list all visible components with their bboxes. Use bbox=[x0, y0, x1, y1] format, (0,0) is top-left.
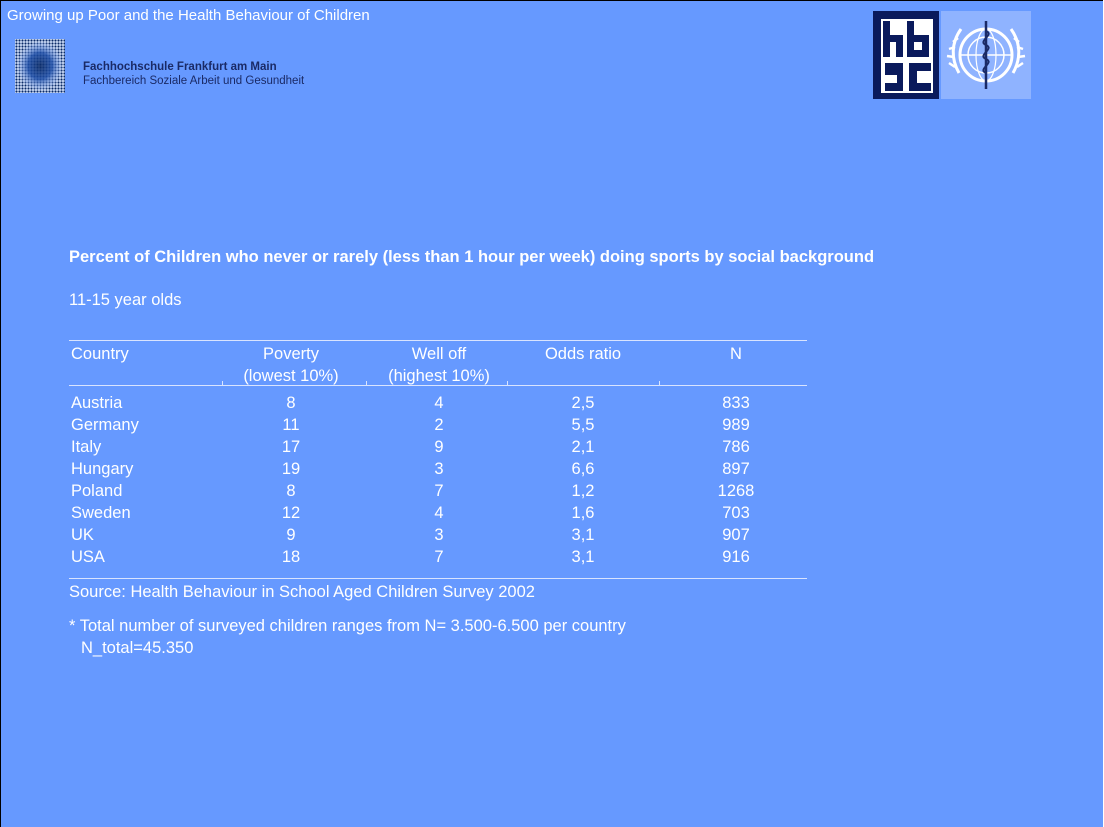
cell-poverty: 9 bbox=[286, 526, 296, 544]
cell-well-off: 4 bbox=[434, 504, 444, 522]
column-header-well-off bbox=[371, 343, 507, 387]
cell-n: 703 bbox=[722, 504, 750, 522]
cell-odds-ratio: 1,2 bbox=[571, 482, 595, 500]
table-top-rule bbox=[69, 340, 807, 341]
column-header-poverty bbox=[227, 343, 355, 387]
cell-odds-ratio: 2,5 bbox=[571, 394, 595, 412]
header-divider-tick bbox=[507, 381, 508, 386]
cell-odds-ratio: 5,5 bbox=[571, 416, 595, 434]
cell-n: 916 bbox=[722, 548, 750, 566]
cell-n: 989 bbox=[722, 416, 750, 434]
cell-country: Germany bbox=[71, 416, 139, 434]
table-bottom-rule bbox=[69, 578, 807, 579]
cell-well-off: 3 bbox=[434, 526, 444, 544]
cell-n: 786 bbox=[722, 438, 750, 456]
column-header-odds-ratio bbox=[515, 343, 651, 365]
cell-well-off: 7 bbox=[434, 482, 444, 500]
cell-well-off: 3 bbox=[434, 460, 444, 478]
column-header-label: Country bbox=[71, 345, 129, 363]
header-divider-tick bbox=[659, 381, 660, 386]
table-row bbox=[1, 546, 1001, 568]
column-header-label: N bbox=[730, 345, 742, 363]
table-title: Percent of Children who never or rarely (less than 1 hour per week) doing sports by social background bbox=[69, 248, 875, 266]
cell-odds-ratio: 6,6 bbox=[571, 460, 595, 478]
cell-well-off: 4 bbox=[434, 394, 444, 412]
column-header-sublabel: (lowest 10%) bbox=[243, 367, 339, 385]
institution-name: Fachhochschule Frankfurt am Main bbox=[83, 61, 277, 73]
cell-well-off: 7 bbox=[434, 548, 444, 566]
cell-well-off: 9 bbox=[434, 438, 444, 456]
cell-country: Italy bbox=[71, 438, 102, 456]
cell-poverty: 11 bbox=[282, 416, 300, 434]
who-emblem-icon bbox=[941, 11, 1031, 99]
cell-poverty: 17 bbox=[281, 438, 301, 456]
cell-poverty: 8 bbox=[286, 482, 296, 500]
cell-country: Austria bbox=[71, 394, 123, 412]
hbsc-logo bbox=[873, 11, 939, 99]
column-header-label: Odds ratio bbox=[544, 345, 622, 363]
table-row bbox=[1, 524, 1001, 546]
cell-n: 907 bbox=[722, 526, 750, 544]
column-header-n bbox=[671, 343, 801, 365]
cell-country: UK bbox=[71, 526, 94, 544]
cell-odds-ratio: 2,1 bbox=[571, 438, 595, 456]
cell-odds-ratio: 1,6 bbox=[571, 504, 595, 522]
cell-poverty: 19 bbox=[281, 460, 301, 478]
header-divider-tick bbox=[366, 381, 367, 386]
cell-n: 897 bbox=[722, 460, 750, 478]
cell-n: 1268 bbox=[717, 482, 755, 500]
table-row bbox=[1, 502, 1001, 524]
column-header-label: Well off bbox=[411, 345, 467, 363]
source-note: Source: Health Behaviour in School Aged Children Survey 2002 bbox=[69, 583, 535, 601]
column-header-country bbox=[71, 343, 129, 365]
footnote-total: N_total=45.350 bbox=[81, 639, 194, 657]
cell-odds-ratio: 3,1 bbox=[571, 548, 595, 566]
header-divider-tick bbox=[222, 381, 223, 386]
cell-country: USA bbox=[71, 548, 105, 566]
cell-odds-ratio: 3,1 bbox=[571, 526, 595, 544]
cell-n: 833 bbox=[722, 394, 750, 412]
table-row bbox=[1, 436, 1001, 458]
column-header-sublabel: (highest 10%) bbox=[388, 367, 490, 385]
cell-country: Poland bbox=[71, 482, 123, 500]
cell-country: Hungary bbox=[71, 460, 134, 478]
cell-poverty: 18 bbox=[281, 548, 301, 566]
department-name: Fachbereich Soziale Arbeit und Gesundheit bbox=[83, 75, 305, 87]
table-row bbox=[1, 392, 1001, 414]
cell-country: Sweden bbox=[71, 504, 131, 522]
cell-poverty: 8 bbox=[286, 394, 296, 412]
header-title: Growing up Poor and the Health Behaviour of Children bbox=[7, 7, 370, 24]
fh-frankfurt-logo-icon bbox=[15, 39, 65, 93]
table-row bbox=[1, 480, 1001, 502]
footnote bbox=[69, 615, 829, 659]
column-header-label: Poverty bbox=[263, 345, 319, 363]
table-row bbox=[1, 458, 1001, 480]
table-subtitle: 11-15 year olds bbox=[69, 291, 182, 309]
cell-well-off: 2 bbox=[434, 416, 444, 434]
table-row bbox=[1, 414, 1001, 436]
cell-poverty: 12 bbox=[281, 504, 301, 522]
footnote-line: * Total number of surveyed children ranges from N= 3.500-6.500 per country bbox=[69, 617, 626, 635]
